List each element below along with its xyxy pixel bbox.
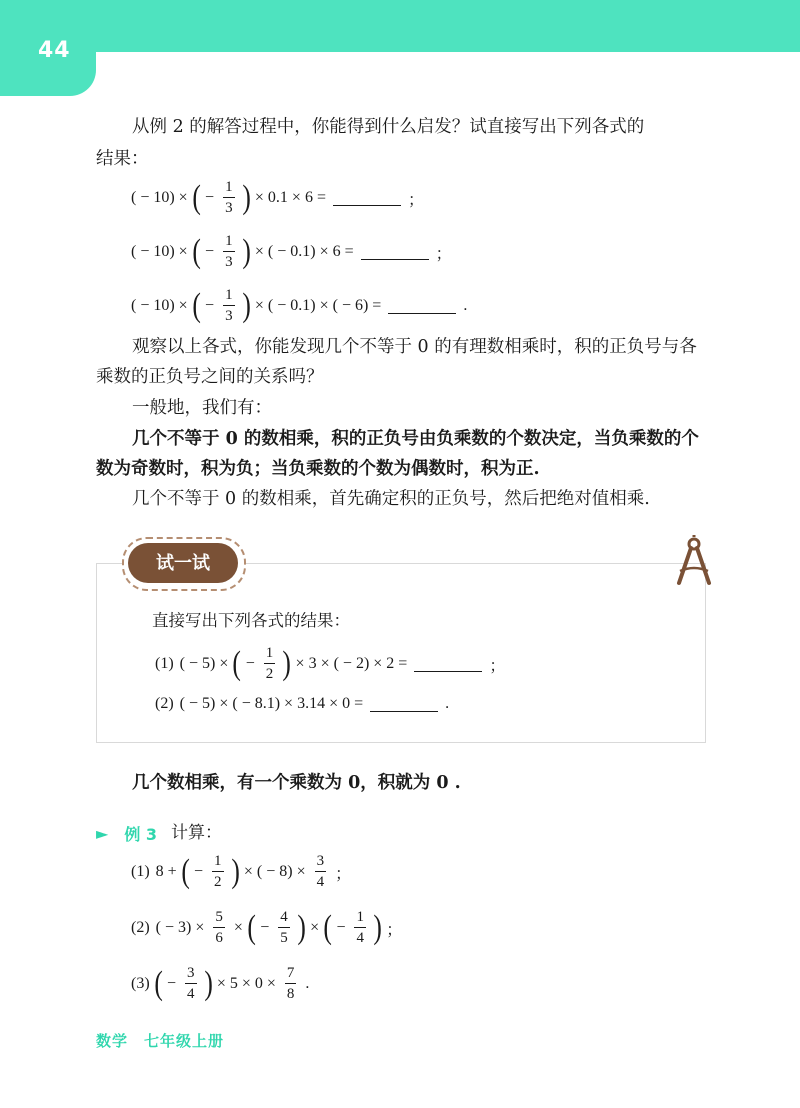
fraction: $\frac{7}{8}$ (286, 965, 295, 1002)
example-header (96, 820, 222, 846)
intro-line-2: 结果： (96, 149, 149, 169)
fraction: $\frac{1}{3}$ (225, 179, 233, 216)
example-label: 例 3 (124, 824, 158, 844)
zero-rule: 几个数相乘，有一个乘数为 0，积就为 0 . (132, 773, 461, 793)
rule-line-1: 几个不等于 0 的数相乘，积的正负号由负乘数的个数决定，当负乘数的个 (132, 429, 699, 449)
try-question-1: (1) ( − 5) × ( − $\frac{1}{2}$ ) × 3 × ( − 2) × 2 = ； (155, 645, 506, 682)
play-arrow-icon: ► (96, 823, 109, 843)
fraction: $\frac{3}{4}$ (187, 965, 195, 1002)
expr-2: ( − 10) × ( − $\frac{1}{3}$ ) × ( − 0.1) × 6 = ； (131, 233, 452, 270)
fraction: $\frac{5}{6}$ (215, 909, 223, 946)
observe-line-4: 几个不等于 0 的数相乘，首先确定积的正负号，然后把绝对值相乘. (132, 489, 650, 509)
book-footer: 数学 七年级上册 (96, 1032, 225, 1050)
answer-blank[interactable] (361, 245, 429, 260)
try-badge-label: 试一试 (156, 553, 210, 574)
example-problem-3: (3) ( − $\frac{3}{4}$ ) × 5 × 0 × $\frac{7}{8}$ . (131, 965, 310, 1002)
fraction: $\frac{1}{2}$ (214, 853, 222, 890)
observe-line-3: 一般地，我们有： (132, 398, 272, 418)
answer-blank[interactable] (388, 299, 456, 314)
example-title: 计算： (171, 823, 223, 843)
answer-blank[interactable] (333, 191, 401, 206)
observe-line-2: 乘数的正负号之间的关系吗？ (96, 367, 324, 387)
header-bar (0, 0, 800, 52)
observe-line-1: 观察以上各式，你能发现几个不等于 0 的有理数相乘时，积的正负号与各 (132, 337, 697, 357)
expr-3: ( − 10) × ( − $\frac{1}{3}$ ) × ( − 0.1) × ( − 6) = . (131, 287, 468, 324)
fraction: $\frac{4}{5}$ (280, 909, 288, 946)
fraction: $\frac{1}{3}$ (225, 287, 233, 324)
intro-line-1: 从例 2 的解答过程中，你能得到什么启发？试直接写出下列各式的 (132, 117, 645, 137)
fraction: $\frac{1}{3}$ (225, 233, 233, 270)
example-problem-2: (2) ( − 3) × $\frac{5}{6}$ × ( − $\frac{4}{5}$ ) × ( − $\frac{1}{4}$ ) ； (131, 909, 403, 946)
try-prompt: 直接写出下列各式的结果： (152, 611, 350, 630)
compass-icon (674, 535, 714, 587)
expr-1: ( − 10) × ( − $\frac{1}{3}$ ) × 0.1 × 6 = ； (131, 179, 424, 216)
answer-blank[interactable] (370, 697, 438, 712)
rule-line-2: 数为奇数时，积为负；当负乘数的个数为偶数时，积为正. (96, 459, 540, 479)
fraction: $\frac{1}{4}$ (356, 909, 364, 946)
page-number: 44 (38, 38, 71, 63)
fraction: $\frac{1}{2}$ (265, 645, 274, 682)
try-question-2: (2) ( − 5) × ( − 8.1) × 3.14 × 0 = . (155, 695, 450, 712)
answer-blank[interactable] (414, 657, 482, 672)
fraction: $\frac{3}{4}$ (316, 853, 325, 890)
example-problem-1: (1) 8 + ( − $\frac{1}{2}$ ) × ( − 8) × $\frac{3}{4}$ ； (131, 853, 352, 890)
